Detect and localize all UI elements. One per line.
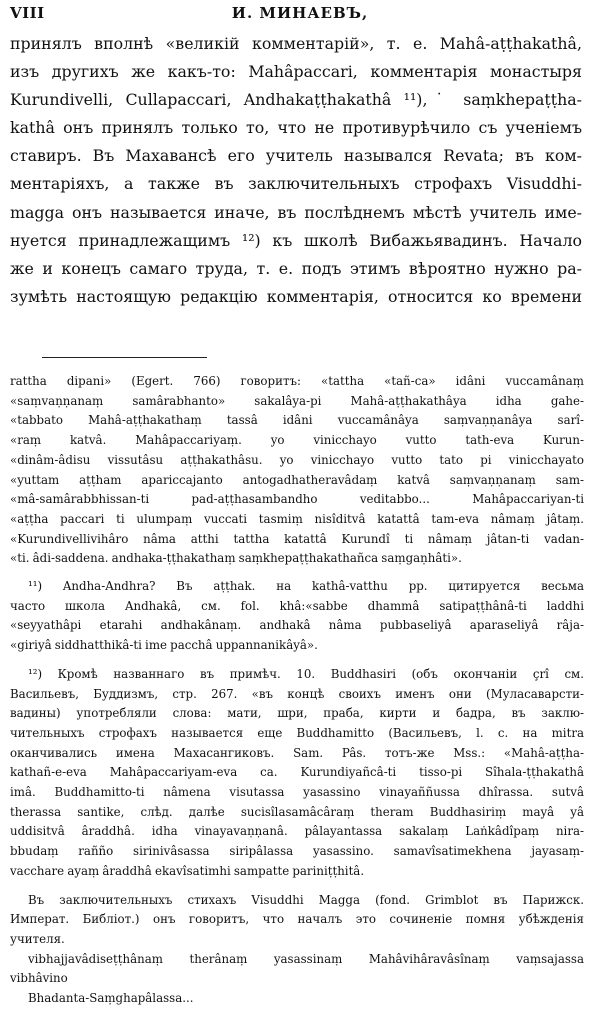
footnote-line: часто школа Andhakâ, см. fol. khâ:«sabbe dhammâ satipaṭṭhânâ-ti laddhi [10, 598, 584, 613]
body-line: же и конецъ самаго труда, т. е. подъ этимъ вѣроятно нужно ра- [10, 258, 582, 278]
footnote-line: чительныхъ строфахъ называется еще Buddhamitto (Васильевъ, l. c. на mitra [10, 725, 584, 740]
footnote-continuation [10, 372, 584, 569]
main-text [10, 30, 582, 311]
footnote-line: imâ. Buddhamitto-ti nâmena visutassa yasassino vinayaññussa dhîrassa. sutvâ [10, 785, 584, 800]
body-line: Kurundivelli, Cullapaccari, Andhakaṭṭhakathâ ¹¹),˙ saṃkhepaṭṭha- [10, 90, 582, 110]
footnote-11 [10, 577, 584, 656]
body-line: ментаріяхъ, а также въ заключительныхъ строфахъ Visuddhi- [10, 174, 582, 194]
body-line: принялъ вполнѣ «великій комментарій», т. е. Mahâ-aṭṭhakathâ, [10, 34, 582, 53]
footnote-line: therassa santike, слѣд. далѣе sucisîlasamâcâraṃ theram Buddhasiriṃ mayâ yâ [10, 804, 584, 819]
footnote-line: «yuttam aṭṭham apariccajanto antogadhatheravâdaṃ katvâ saṃvaṇṇanaṃ sam- [10, 472, 584, 487]
footnote-line: «mâ-samârabbhissan-ti pad-aṭṭhasambandho veditabbo... Mahâpaccariyan-ti [10, 492, 584, 507]
footnote-line: «saṃvaṇṇanaṃ samârabhanto» sakalâya-pi Mahâ-aṭṭhakathâya idha gahe- [10, 393, 584, 408]
footnote-line: оканчивались имена Махасангиковъ. Sam. Pâs. тотъ-же Mss.: «Mahâ-aṭṭha- [10, 745, 584, 760]
body-line: зумѣть настоящую редакцію комментарія, относится ко времени [10, 286, 582, 306]
footnote-12 [10, 665, 584, 1009]
footnote-line: bbudaṃ rañño sirinivâsassa siripâlassa yasassino. samavîsatimekhena jayasaṃ- [10, 844, 584, 859]
body-line: нуется принадлежащимъ ¹²) къ школѣ Вибажьявадинъ. Начало [10, 230, 582, 250]
running-header [10, 4, 590, 30]
footnote-line: учителя. [10, 931, 65, 946]
footnote-line: «raṃ katvâ. Mahâpaccariyaṃ. yo vinicchayo vutto tath-eva Kurun- [10, 433, 584, 448]
footnotes [10, 372, 584, 1009]
running-title: И. МИНАЕВЪ, [231, 4, 369, 22]
footnote-separator [42, 357, 207, 358]
footnote-line: kathañ-e-eva Mahâpaccariyam-eva ca. Kurundiyañcâ-ti tisso-pi Sîhala-ṭṭhakathâ [10, 765, 584, 780]
footnote-line: Bhadanta-Saṃghapâlassa... [28, 991, 194, 1006]
body-line: kathâ онъ принялъ только то, что не противурѣчило съ ученіемъ [10, 118, 582, 138]
footnote-line: «giriyâ siddhatthikâ-ti ime pacchâ uppannanikâyâ». [10, 638, 318, 653]
footnote-line: Васильевъ, Буддизмъ, стр. 267. «въ концѣ своихъ именъ они (Муласаварсти- [10, 686, 584, 701]
footnote-line: vacchare ayaṃ âraddhâ ekavîsatimhi sampatte pariniṭṭhitâ. [10, 863, 365, 878]
footnote-line: «dinâm-âdisu vissutâsu aṭṭhakathâsu. yo vinicchayo vutto tato pi vinicchayato [10, 452, 584, 467]
page-number: VIII [10, 4, 45, 22]
footnote-line: vibhâvino [10, 971, 68, 986]
footnote-line: ¹¹) Andha-Andhra? Въ aṭṭhak. на kathâ-vatthu pp. цитируется весьма [28, 579, 584, 594]
footnote-line: rattha dipani» (Egert. 766) говоритъ: «tattha «tañ-ca» idâni vuccamânaṃ [10, 374, 584, 388]
footnote-line: Въ заключительныхъ стихахъ Visuddhi Magga (fond. Grimblot въ Парижск. [28, 892, 584, 907]
footnote-line: vibhajjavâdiseṭṭhânaṃ therânaṃ yasassinaṃ Mahâvihâravâsînaṃ vaṃsajassa [28, 951, 584, 966]
footnote-line: «aṭṭha paccari ti ulumpaṃ vuccati tasmiṃ nisîditvâ katattâ tam-eva nâmaṃ jâtaṃ. [10, 511, 584, 526]
footnote-line: «tabbato Mahâ-aṭṭhakathaṃ tassâ idâni vuccamânâya saṃvaṇṇanâya sarî- [10, 413, 584, 428]
footnote-line: «ti. âdi-saddena. andhaka-ṭṭhakathaṃ saṃkhepaṭṭhakathañca saṃgaṇhâti». [10, 551, 462, 566]
body-line: ставиръ. Въ Махавансѣ его учитель назывался Revata; въ ком- [10, 146, 582, 166]
footnote-line: вадины) употребляли слова: мати, шри, праба, кирти и бадра, въ заклю- [10, 706, 584, 721]
footnote-line: «Kurundivellivihâro nâma atthi tattha katattâ Kurundî ti nâmaṃ jâtan-ti vadan- [10, 531, 584, 546]
footnote-line: Императ. Библіот.) онъ говоритъ, что началъ это сочиненіе помня убѣжденія [10, 912, 584, 927]
body-line: magga онъ называется иначе, въ послѣднемъ мѣстѣ учитель име- [10, 202, 582, 222]
footnote-line: «seyyathâpi etarahi andhakânaṃ. andhakâ nâma pubbaseliyâ aparaseliyâ râja- [10, 618, 584, 633]
footnote-line: ¹²) Кромѣ названнаго въ примѣч. 10. Buddhasiri (объ окончаніи çrî см. [28, 666, 584, 681]
footnote-line: uddisitvâ âraddhâ. idha vinayavaṇṇanâ. pâlayantassa sakalaṃ Laṅkâdîpaṃ nira- [10, 824, 584, 839]
body-line: изъ другихъ же какъ-то: Mahâpaccari, комментарія монастыря [10, 62, 582, 82]
